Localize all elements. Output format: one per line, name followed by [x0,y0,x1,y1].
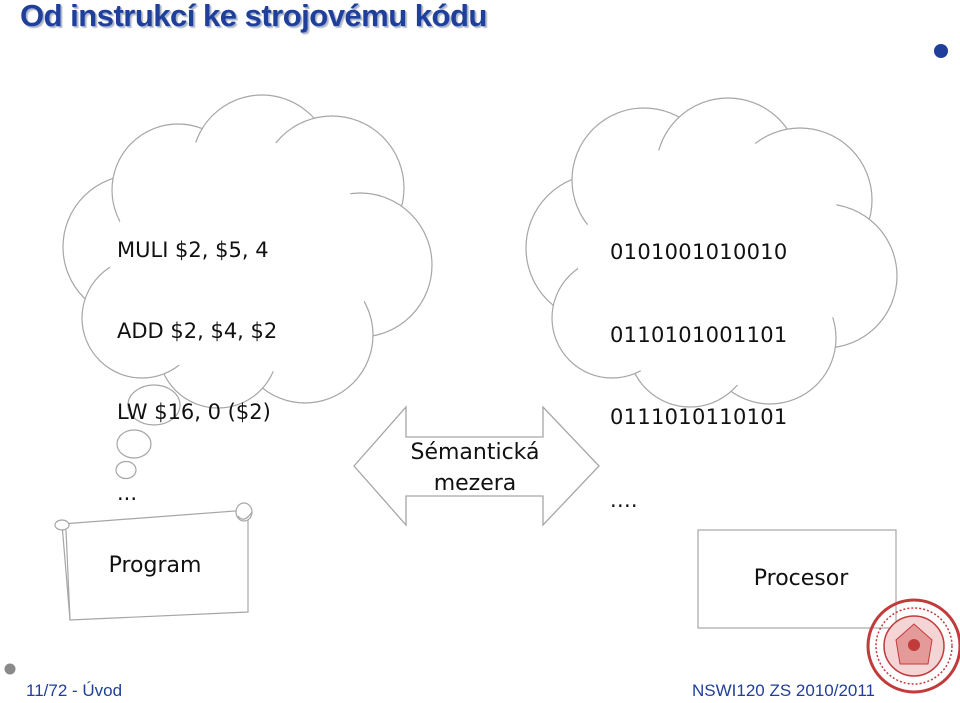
instructions-cloud-text [117,183,277,561]
footer-course: NSWI120 ZS 2010/2011 [692,681,876,700]
instruction-line: ... [117,481,138,505]
machine-code-cloud-text [610,184,788,569]
title-rule [8,44,948,58]
footer-page-number: 11/72 - Úvod [26,681,123,700]
instruction-line: LW $16, 0 ($2) [117,400,271,424]
machine-code-line: 0111010110101 [610,405,788,429]
program-label: Program [108,553,202,578]
instruction-line: ADD $2, $4, $2 [117,319,278,343]
machine-code-line: 0101001010010 [610,240,788,264]
semantic-gap-label-line: mezera [433,471,517,496]
slide-title: Od instrukcí ke strojovému kódu [20,0,487,33]
semantic-gap-label [380,437,570,499]
processor-label: Procesor [753,566,849,591]
instruction-line: MULI $2, $5, 4 [117,238,269,262]
machine-code-line: .... [610,487,638,512]
machine-code-line: 0110101001101 [610,322,788,347]
university-seal-icon [868,600,960,692]
semantic-gap-label-line: Sémantická [410,440,540,465]
footer-rule [5,664,859,675]
